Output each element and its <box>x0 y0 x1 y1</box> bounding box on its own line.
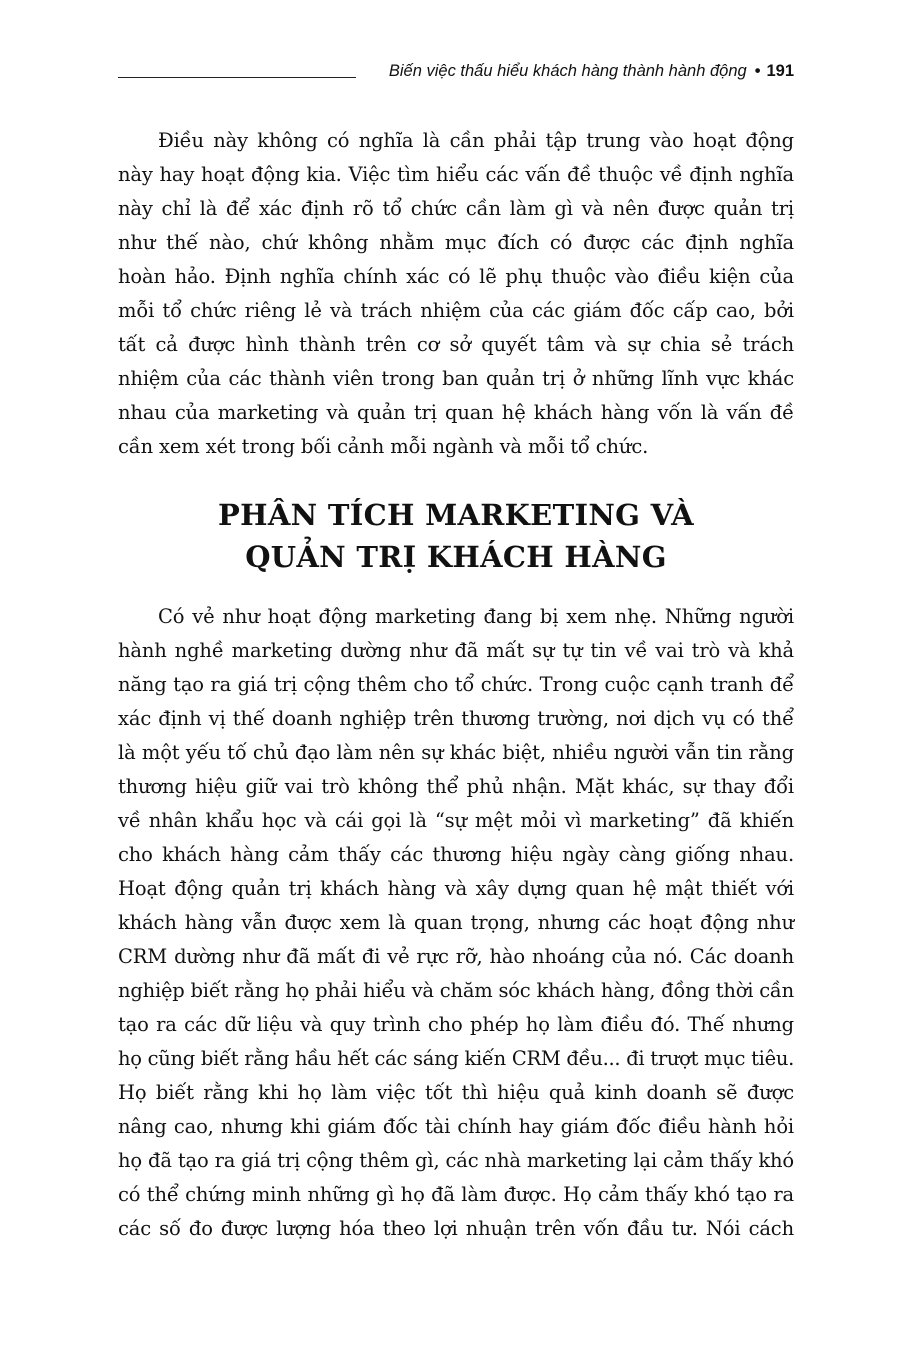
text-line: năng tạo ra giá trị cộng thêm cho tổ chức. Trong cuộc cạnh tranh để <box>118 673 794 696</box>
heading-line: QUẢN TRỊ KHÁCH HÀNG <box>245 540 667 574</box>
text-line: nâng cao, nhưng khi giám đốc tài chính hay giám đốc điều hành hỏi <box>118 1115 794 1138</box>
running-header <box>118 60 794 90</box>
text-line: này chỉ là để xác định rõ tổ chức cần làm gì và nên được quản trị <box>118 197 794 220</box>
header-rule <box>118 77 356 78</box>
text-line: Họ biết rằng khi họ làm việc tốt thì hiệu quả kinh doanh sẽ được <box>118 1081 794 1104</box>
section-heading <box>118 494 794 578</box>
text-line: này hay hoạt động kia. Việc tìm hiểu các vấn đề thuộc về định nghĩa <box>118 163 794 186</box>
text-line: nhiệm của các thành viên trong ban quản trị ở những lĩnh vực khác <box>118 367 794 390</box>
page-number: 191 <box>766 62 794 80</box>
paragraph-1 <box>118 124 794 464</box>
heading-line: PHÂN TÍCH MARKETING VÀ <box>218 498 694 532</box>
text-line: có thể chứng minh những gì họ đã làm được. Họ cảm thấy khó tạo ra <box>118 1183 794 1206</box>
text-line: cần xem xét trong bối cảnh mỗi ngành và mỗi tổ chức. <box>118 435 649 458</box>
text-line: nghiệp biết rằng họ phải hiểu và chăm sóc khách hàng, đồng thời cần <box>118 979 794 1002</box>
text-line: như thế nào, chứ không nhằm mục đích có được các định nghĩa <box>118 231 794 254</box>
paragraph-2 <box>118 600 794 1246</box>
text-line: Có vẻ như hoạt động marketing đang bị xem nhẹ. Những người <box>158 605 794 628</box>
text-line: họ đã tạo ra giá trị cộng thêm gì, các nhà marketing lại cảm thấy khó <box>118 1149 794 1172</box>
text-line: về nhân khẩu học và cái gọi là “sự mệt mỏi vì marketing” đã khiến <box>118 809 794 832</box>
header-text <box>389 62 794 81</box>
text-line: hành nghề marketing dường như đã mất sự tự tin về vai trò và khả <box>118 639 794 662</box>
text-line: khách hàng vẫn được xem là quan trọng, nhưng các hoạt động như <box>118 911 794 934</box>
text-line: Hoạt động quản trị khách hàng và xây dựng quan hệ mật thiết với <box>118 877 794 900</box>
text-line: hoàn hảo. Định nghĩa chính xác có lẽ phụ thuộc vào điều kiện của <box>118 265 794 288</box>
text-line: mỗi tổ chức riêng lẻ và trách nhiệm của các giám đốc cấp cao, bởi <box>118 299 794 322</box>
text-line: thương hiệu giữ vai trò không thể phủ nhận. Mặt khác, sự thay đổi <box>118 775 794 798</box>
text-line: xác định vị thế doanh nghiệp trên thương trường, nơi dịch vụ có thể <box>118 707 794 730</box>
text-line: tạo ra các dữ liệu và quy trình cho phép họ làm điều đó. Thế nhưng <box>118 1013 794 1036</box>
text-line: các số đo được lượng hóa theo lợi nhuận trên vốn đầu tư. Nói cách <box>118 1217 794 1240</box>
text-line: Điều này không có nghĩa là cần phải tập trung vào hoạt động <box>158 129 794 152</box>
text-line: cho khách hàng cảm thấy các thương hiệu ngày càng giống nhau. <box>118 843 794 866</box>
text-line: là một yếu tố chủ đạo làm nên sự khác biệt, nhiều người vẫn tin rằng <box>118 741 794 764</box>
text-line: tất cả được hình thành trên cơ sở quyết tâm và sự chia sẻ trách <box>118 333 794 356</box>
header-bullet: • <box>754 62 761 80</box>
text-line: nhau của marketing và quản trị quan hệ khách hàng vốn là vấn đề <box>118 401 794 424</box>
text-line: CRM dường như đã mất đi vẻ rực rỡ, hào nhoáng của nó. Các doanh <box>118 945 794 968</box>
running-header-title: Biến việc thấu hiểu khách hàng thành hành động <box>388 62 747 80</box>
text-line: họ cũng biết rằng hầu hết các sáng kiến CRM đều... đi trượt mục tiêu. <box>118 1047 794 1070</box>
